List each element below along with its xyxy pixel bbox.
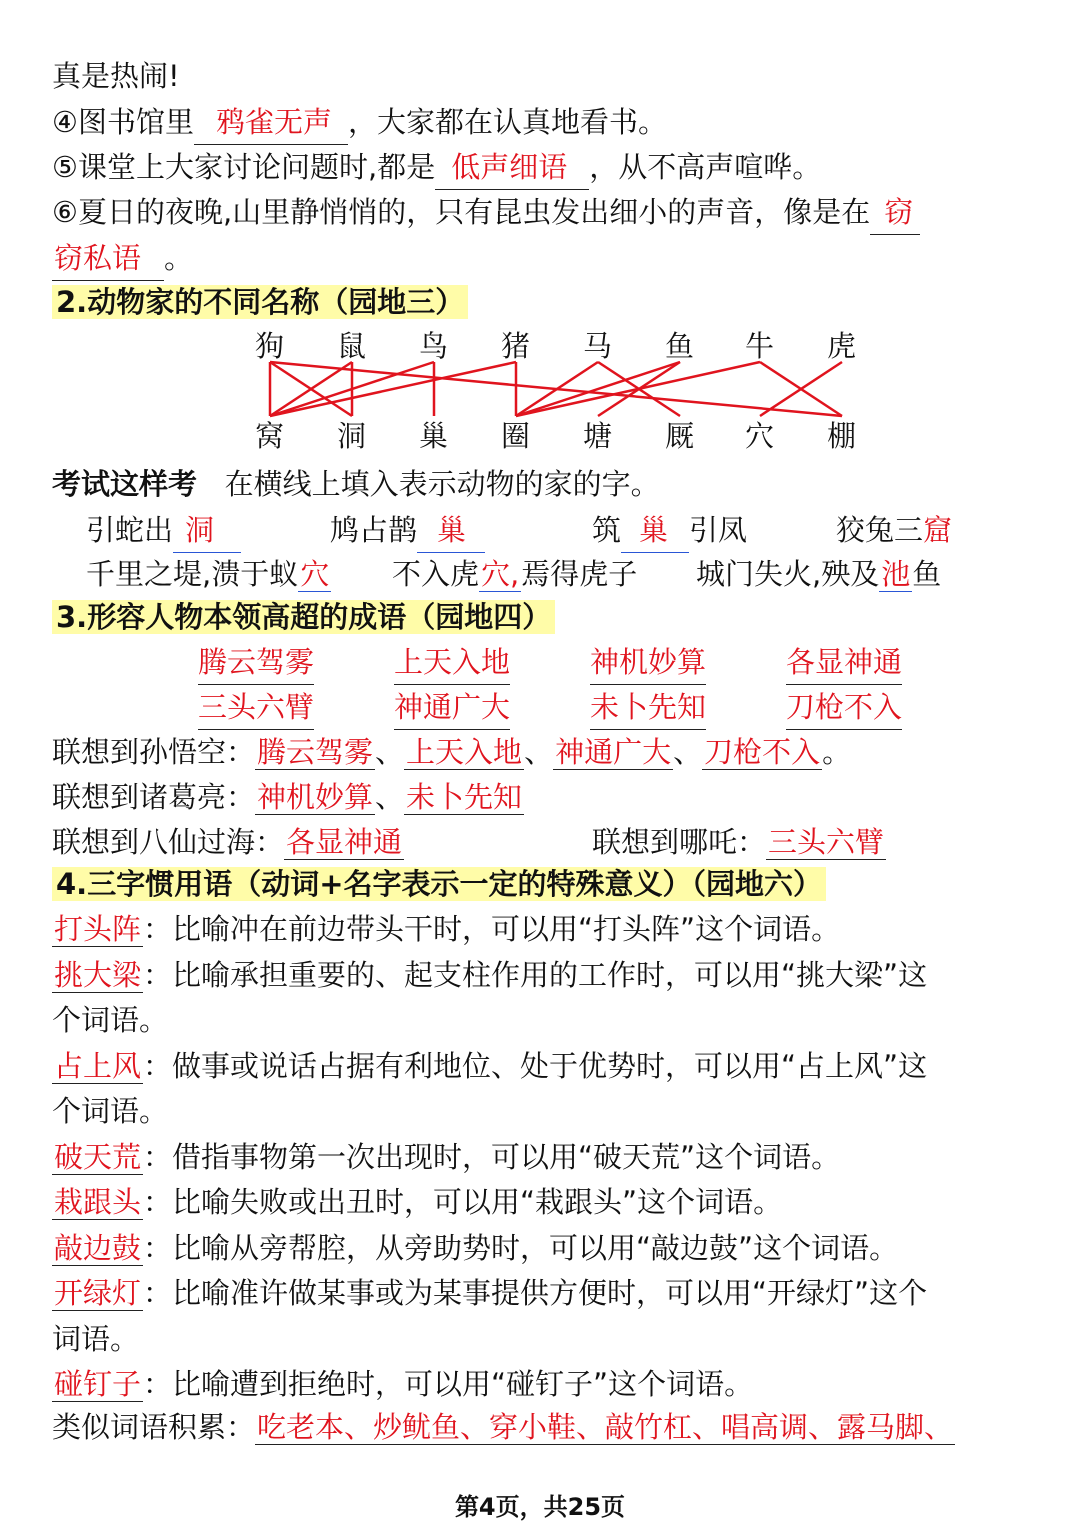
answer-blank: 低声细语 (435, 145, 589, 190)
entry-definition: ：比喻从旁帮腔，从旁助势时，可以用“敲边鼓”这个词语。 (143, 1230, 899, 1265)
idiom-entry (52, 1135, 1040, 1179)
idiom-entry (52, 1044, 1040, 1088)
entry-definition: ：借指事物第一次出现时，可以用“破天荒”这个词语。 (143, 1139, 841, 1174)
page-number: 第4页，共25页 (454, 1493, 626, 1521)
fill-item: 不入虎穴,焉得虎子 (392, 557, 638, 591)
entry-definition: ：比喻准许做某事或为某事提供方便时，可以用“开绿灯”这个 (143, 1276, 928, 1310)
fill-item: 千里之堤,溃于蚁穴 (86, 557, 330, 591)
idiom: 腾云驾雾 (198, 640, 314, 685)
sentence: 真是热闹! (52, 59, 180, 93)
home-char: 窝 (255, 419, 285, 453)
text-line (52, 54, 1040, 98)
entry-definition: ：做事或说话占据有利地位、处于优势时，可以用“占上风”这 (143, 1048, 928, 1083)
idiom: 神机妙算 (590, 640, 706, 685)
animal-char: 鱼 (665, 329, 695, 363)
entry-term: 占上风 (54, 1048, 142, 1083)
home-char: 圈 (501, 419, 531, 453)
home-char: 厩 (665, 419, 695, 453)
answer-blank: 窃 (870, 190, 920, 235)
home-char: 洞 (337, 419, 367, 453)
sentence-6: ⑥夏日的夜晚,山里静悄悄的，只有昆虫发出细小的声音，像是在 窃 (52, 190, 1040, 235)
animal-char: 牛 (745, 329, 775, 363)
similar-words: 类似词语积累：吃老本、炒鱿鱼、穿小鞋、敲竹杠、唱高调、露马脚、 (52, 1410, 954, 1444)
association-baxian: 联想到八仙过海：各显神通 (52, 825, 403, 859)
home-char: 塘 (583, 419, 613, 453)
sentence-5: ⑤课堂上大家讨论问题时,都是 低声细语 ，从不高声喧哗。 (52, 145, 1040, 190)
animal-char: 鸟 (419, 329, 449, 363)
home-char: 棚 (827, 419, 857, 453)
sentence-4: ④图书馆里 鸦雀无声 ，大家都在认真地看书。 (52, 100, 1040, 145)
fill-item: 狡兔三窟 (836, 513, 953, 547)
entry-term: 碰钉子 (54, 1367, 142, 1401)
association-sun: 联想到孙悟空：腾云驾雾、上天入地、神通广大、刀枪不入。 (52, 735, 852, 769)
home-char: 穴 (745, 419, 775, 453)
entry-definition: ：比喻冲在前边带头干时，可以用“打头阵”这个词语。 (143, 912, 841, 946)
section-heading: 2.动物家的不同名称（园地三） (52, 280, 1040, 324)
association-zhuge: 联想到诸葛亮：神机妙算、未卜先知 (52, 780, 523, 814)
animal-char: 猪 (501, 329, 531, 363)
animal-char: 狗 (255, 329, 285, 363)
idiom: 上天入地 (394, 640, 510, 685)
animal-char: 马 (583, 329, 613, 363)
idiom: 刀枪不入 (786, 685, 902, 730)
exam-instruction: 考试这样考 在横线上填入表示动物的家的字。 (52, 467, 660, 501)
entry-definition: ：比喻承担重要的、起支柱作用的工作时，可以用“挑大梁”这 (143, 957, 928, 992)
animal-char: 虎 (827, 329, 857, 363)
section-heading: 4.三字惯用语（动词+名字表示一定的特殊意义）（园地六） (52, 862, 1040, 906)
idiom: 三头六臂 (198, 685, 314, 730)
answer-blank: 窃私语 (52, 236, 164, 281)
association-nezha: 联想到哪吒：三头六臂 (592, 825, 885, 859)
idiom-entry-cont: 个词语。 (52, 1003, 169, 1037)
fill-item: 鸠占鹊 巢 (330, 508, 485, 553)
idiom: 各显神通 (786, 640, 902, 685)
idiom-entry (52, 907, 1040, 951)
idiom-entry-cont: 词语。 (52, 1321, 140, 1356)
sentence-6-cont: 窃私语 。 (52, 236, 1040, 281)
idiom: 未卜先知 (590, 685, 706, 730)
idiom-entry-cont: 个词语。 (52, 1094, 169, 1128)
section-heading: 3.形容人物本领高超的成语（园地四） (52, 595, 1040, 639)
entry-term: 敲边鼓 (54, 1230, 142, 1265)
home-char: 巢 (419, 419, 449, 453)
fill-item: 筑 巢 引凤 (592, 508, 747, 553)
idiom-entry (52, 953, 1040, 997)
idiom-entry (52, 1362, 1040, 1406)
answer-blank: 鸦雀无声 (194, 100, 348, 145)
fill-item: 引蛇出 洞 (86, 508, 241, 553)
matching-lines (0, 320, 1080, 450)
idiom: 神通广大 (394, 685, 510, 730)
match-line (270, 362, 516, 416)
entry-term: 开绿灯 (54, 1276, 142, 1310)
animal-char: 鼠 (337, 329, 367, 363)
idiom-entry (52, 1226, 1040, 1270)
idiom-entry (52, 1271, 1040, 1315)
idiom-entry (52, 1180, 1040, 1224)
entry-term: 栽跟头 (54, 1185, 142, 1219)
entry-term: 打头阵 (54, 912, 142, 946)
entry-definition: ：比喻失败或出丑时，可以用“栽跟头”这个词语。 (143, 1185, 783, 1219)
fill-item: 城门失火,殃及池鱼 (696, 557, 942, 591)
entry-term: 破天荒 (54, 1139, 142, 1174)
entry-term: 挑大梁 (54, 957, 142, 992)
entry-definition: ：比喻遭到拒绝时，可以用“碰钉子”这个词语。 (143, 1367, 754, 1401)
match-line (516, 362, 680, 416)
